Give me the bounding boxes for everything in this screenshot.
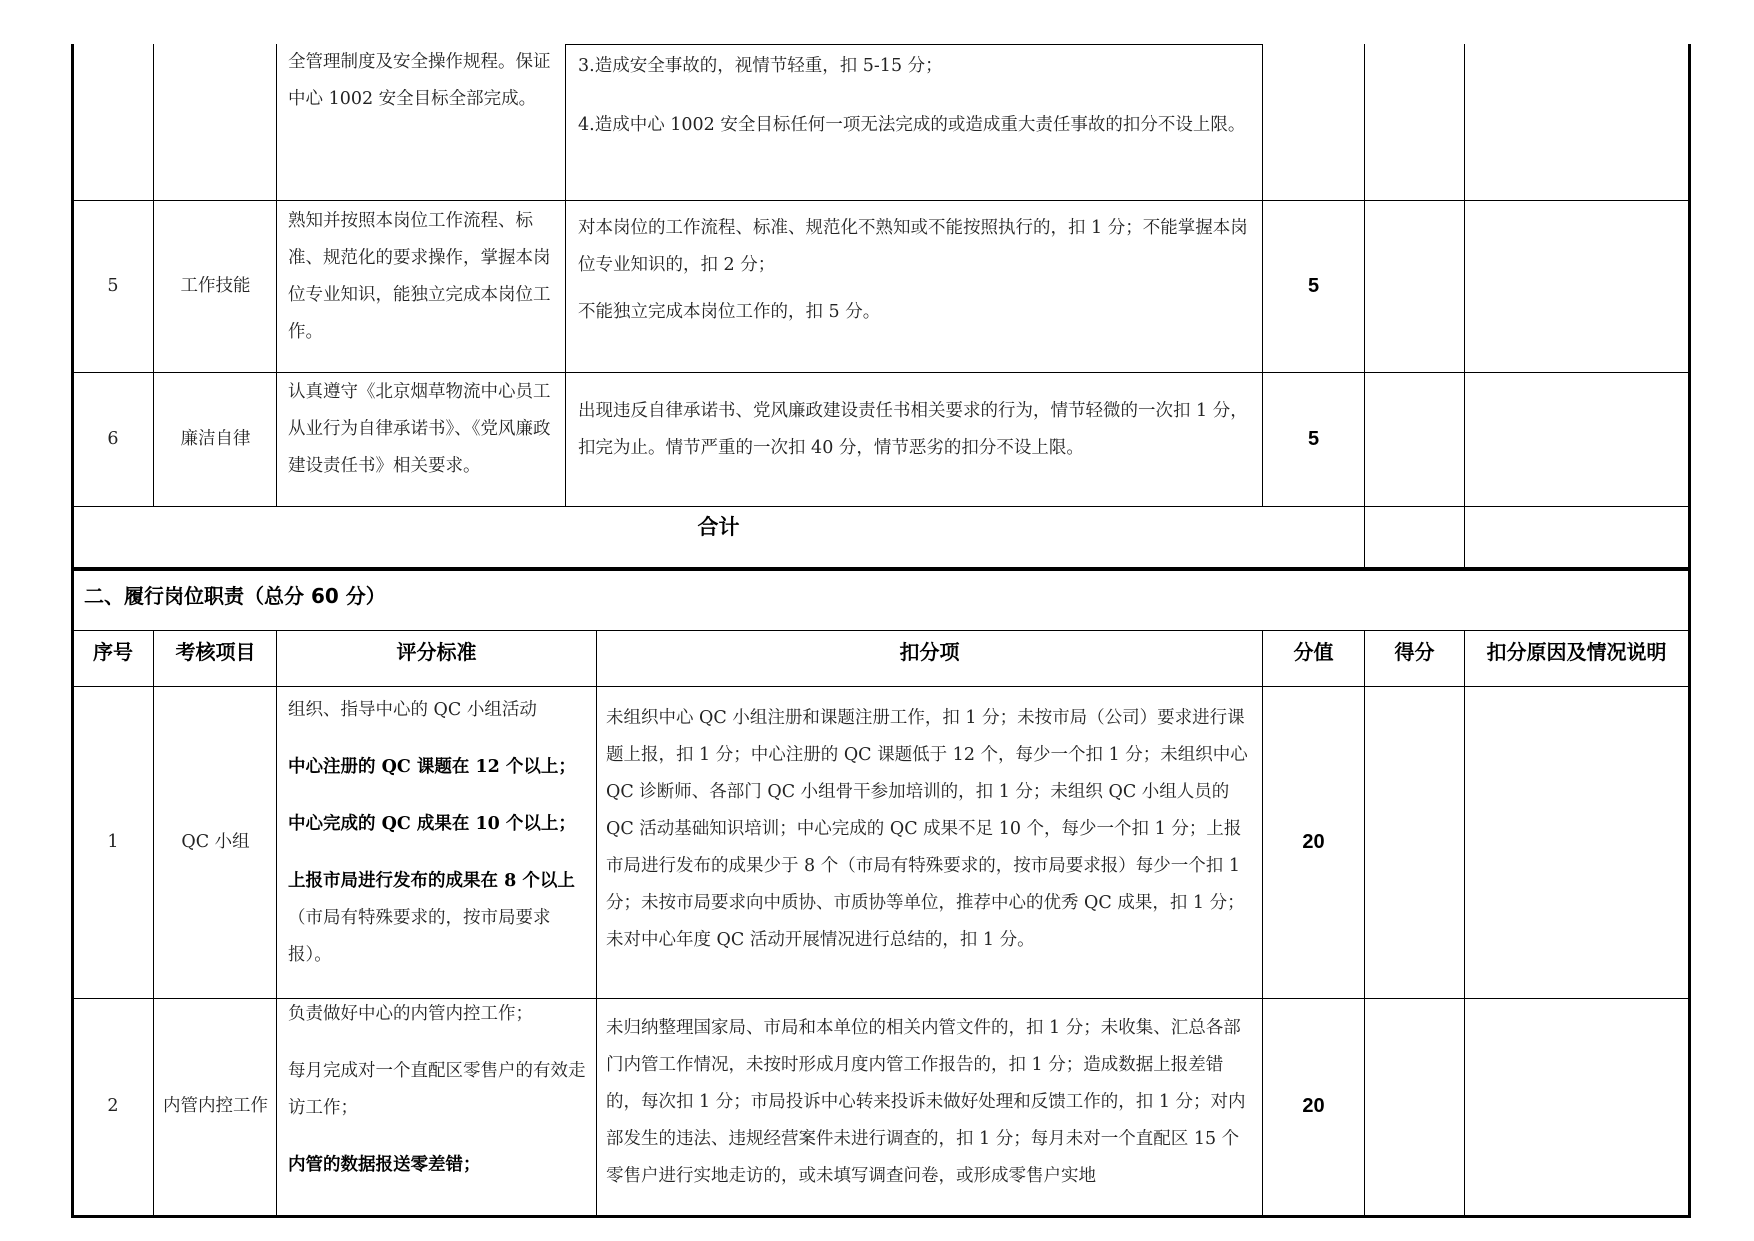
col-line: [276, 630, 277, 1217]
criteria-line: 每月完成对一个直配区零售户的有效走访工作；: [288, 1061, 586, 1118]
deduction-cell: [578, 48, 1254, 144]
header-got: 得分: [1394, 639, 1435, 664]
criteria-line: 上报市局进行发布的成果在 8 个以上: [288, 871, 575, 891]
row-number: 5: [107, 275, 119, 296]
header-no: 序号: [93, 639, 133, 664]
score-value: 5: [1307, 274, 1320, 297]
total-label: 合计: [697, 515, 740, 539]
row-line: [71, 200, 1688, 201]
col-line: [596, 630, 597, 1217]
section-divider: [71, 567, 1688, 571]
item-name: 工作技能: [180, 275, 251, 296]
row-number: 1: [107, 831, 119, 852]
deduction-cell: [606, 1010, 1256, 1214]
header-score: 分值: [1293, 639, 1334, 664]
deduction-item: 未组织中心 QC 小组注册和课题注册工作，扣 1 分；未按市局（公司）要求进行课题上报，扣 1 分；中心注册的 QC 课题低于 12 个，每少一个扣 1 分；未组织中心 QC 诊断师、各部门 QC 小组骨干参加培训的，扣 1 分；未组织 QC 小组人员的 QC 活动基础知识培训；中心完成的 QC 成果不足 10 个，每少一个扣 1 分；上报市局进行发布的成果少于 8 个（市局有特殊要求的，按市局要求报）每少一个扣 1 分；未按市局要求向中质协、市质协等单位，推荐中心的优秀 QC 成果，扣 1 分；未对中心年度 QC 活动开展情况进行总结的，扣 1 分。: [606, 708, 1248, 950]
col-line: [1364, 630, 1365, 1217]
deduction-item: 未归纳整理国家局、市局和本单位的相关内管文件的，扣 1 分；未收集、汇总各部门内管工作情况，未按时形成月度内管工作报告的，扣 1 分；造成数据上报差错的，每次扣 1 分；市局投诉中心转来投诉未做好处理和反馈工作的，扣 1 分；对内部发生的违法、违规经营案件未进行调查的，扣 1 分；每月未对一个直配区 15 个零售户进行实地走访的，或未填写调查问卷，或形成零售户实地: [606, 1018, 1246, 1186]
criteria-line: （市局有特殊要求的，按市局要求报）。: [288, 908, 551, 965]
col-line: [276, 44, 277, 506]
header-reason: 扣分原因及情况说明: [1486, 639, 1667, 664]
header-criteria: 评分标准: [396, 639, 477, 664]
deduction-item: 不能独立完成本岗位工作的，扣 5 分。: [578, 302, 881, 322]
item-name: QC 小组: [181, 831, 250, 852]
col-line: [1364, 44, 1365, 568]
item-name: 内管内控工作: [163, 1096, 268, 1116]
criteria-text: 全管理制度及安全操作规程。保证中心 1002 安全目标全部完成。: [288, 52, 551, 109]
criteria-cell: [288, 692, 590, 974]
table-right-border: [1688, 44, 1691, 1217]
col-line: [153, 630, 154, 1217]
table-bottom-border: [71, 1215, 1691, 1218]
row-line: [565, 44, 1262, 45]
criteria-line: 中心注册的 QC 课题在 12 个以上；: [288, 757, 576, 777]
score-value: 20: [1302, 1095, 1325, 1117]
col-line: [1464, 630, 1465, 1217]
row-line: [71, 372, 1688, 373]
row-line: [71, 686, 1688, 687]
criteria-cell: 熟知并按照本岗位工作流程、标准、规范化的要求操作，掌握本岗位专业知识，能独立完成本岗位工作。: [288, 211, 551, 342]
criteria-line: 组织、指导中心的 QC 小组活动: [288, 700, 537, 720]
deduction-item: 3.造成安全事故的，视情节轻重，扣 5-15 分；: [578, 56, 943, 76]
criteria-cell: [288, 44, 560, 118]
row-number: 6: [107, 428, 119, 449]
deduction-cell: [578, 210, 1254, 331]
criteria-cell: [288, 996, 590, 1184]
deduction-item: 4.造成中心 1002 安全目标任何一项无法完成的或造成重大责任事故的扣分不设上限。: [578, 115, 1246, 135]
score-value: 20: [1302, 830, 1325, 853]
criteria-line: 负责做好中心的内管内控工作；: [288, 1004, 533, 1024]
col-line: [153, 44, 154, 506]
section-title: 二、履行岗位职责（总分 60 分）: [84, 584, 386, 608]
deduction-cell: [578, 393, 1254, 467]
criteria-cell: 认真遵守《北京烟草物流中心员工从业行为自律承诺书》、《党风廉政建设责任书》相关要求。: [288, 382, 551, 476]
score-value: 5: [1307, 427, 1320, 450]
deduction-item: 对本岗位的工作流程、标准、规范化不熟知或不能按照执行的，扣 1 分；不能掌握本岗位专业知识的，扣 2 分；: [578, 218, 1248, 275]
col-line: [565, 44, 566, 506]
criteria-line: 中心完成的 QC 成果在 10 个以上；: [288, 814, 576, 834]
deduction-item: 出现违反自律承诺书、党风廉政建设责任书相关要求的行为，情节轻微的一次扣 1 分，扣完为止。情节严重的一次扣 40 分，情节恶劣的扣分不设上限。: [578, 401, 1248, 458]
col-line: [1464, 44, 1465, 568]
row-number: 2: [107, 1096, 119, 1116]
criteria-line: 内管的数据报送零差错；: [288, 1155, 481, 1175]
header-deduction: 扣分项: [899, 639, 960, 664]
deduction-cell: [606, 700, 1256, 959]
header-item: 考核项目: [175, 639, 256, 664]
item-name: 廉洁自律: [180, 428, 251, 449]
